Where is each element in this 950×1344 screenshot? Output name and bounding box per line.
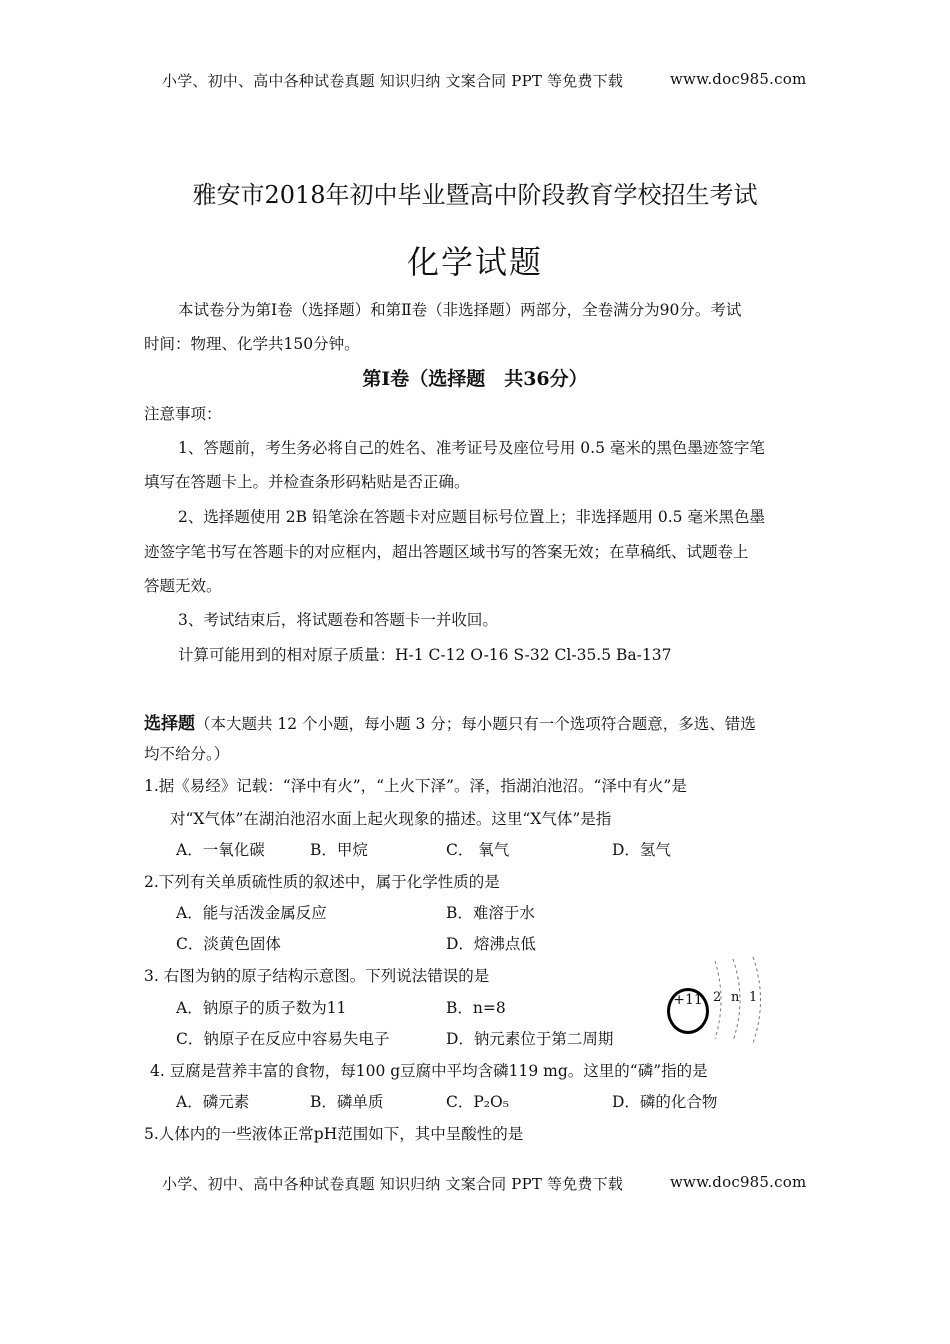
q2-option-d: D．熔沸点低 bbox=[446, 935, 536, 953]
choice-section-label: 选择题 bbox=[144, 714, 195, 734]
shell-1-electrons: 2 bbox=[713, 990, 722, 1005]
q4-stem: 4. 豆腐是营养丰富的食物，每100 g豆腐中平均含磷119 mg。这里的“磷”指的是 bbox=[150, 1062, 708, 1080]
intro-line-2: 时间：物理、化学共150分钟。 bbox=[144, 335, 360, 353]
q3-option-d: D．钠元素位于第二周期 bbox=[446, 1030, 614, 1048]
exam-subtitle: 化学试题 bbox=[406, 243, 543, 281]
q2-option-c: C．淡黄色固体 bbox=[176, 935, 281, 953]
page-header-text: 小学、初中、高中各种试卷真题 知识归纳 文案合同 PPT 等免费下载 bbox=[162, 72, 624, 90]
note-2-line-1: 2、选择题使用 2B 铅笔涂在答题卡对应题目标号位置上；非选择题用 0.5 毫米黑色墨 bbox=[178, 508, 765, 526]
q1-option-b: B．甲烷 bbox=[310, 841, 368, 859]
q5-stem: 5.人体内的一些液体正常pH范围如下，其中呈酸性的是 bbox=[144, 1125, 524, 1143]
section-1-heading: 第Ⅰ卷（选择题 共36分） bbox=[362, 368, 588, 390]
atom-nucleus-charge: +11 bbox=[673, 992, 703, 1008]
notes-heading: 注意事项： bbox=[144, 405, 222, 423]
note-3: 3、考试结束后，将试题卷和答题卡一并收回。 bbox=[178, 611, 498, 629]
choice-section-intro bbox=[144, 709, 756, 734]
q4-option-d: D．磷的化合物 bbox=[612, 1093, 718, 1111]
exam-title: 雅安市2018年初中毕业暨高中阶段教育学校招生考试 bbox=[192, 181, 758, 209]
page-footer-text: 小学、初中、高中各种试卷真题 知识归纳 文案合同 PPT 等免费下载 bbox=[162, 1175, 624, 1193]
q1-option-a: A．一氧化碳 bbox=[176, 841, 265, 859]
q1-stem-line-1: 1.据《易经》记载：“泽中有火”，“上火下泽”。泽，指湖泊池沼。“泽中有火”是 bbox=[144, 777, 687, 795]
note-2-line-3: 答题无效。 bbox=[144, 577, 222, 595]
q4-option-b: B．磷单质 bbox=[310, 1093, 384, 1111]
shell-3-electrons: 1 bbox=[749, 990, 758, 1005]
q2-option-b: B．难溶于水 bbox=[446, 904, 535, 922]
q1-option-c: C． 氧气 bbox=[446, 841, 510, 859]
q1-option-d: D．氢气 bbox=[612, 841, 671, 859]
atomic-masses: 计算可能用到的相对原子质量：H-1 C-12 O-16 S-32 Cl-35.5 Ba-137 bbox=[178, 646, 672, 664]
q3-option-b: B．n=8 bbox=[446, 999, 506, 1017]
q2-stem: 2.下列有关单质硫性质的叙述中，属于化学性质的是 bbox=[144, 873, 500, 891]
q3-option-c: C．钠原子在反应中容易失电子 bbox=[176, 1030, 390, 1048]
q4-option-c: C．P₂O₅ bbox=[446, 1093, 509, 1111]
note-2-line-2: 迹签字笔书写在答题卡的对应框内，超出答题区域书写的答案无效；在草稿纸、试题卷上 bbox=[144, 543, 749, 561]
note-1-line-2: 填写在答题卡上。并检查条形码粘贴是否正确。 bbox=[144, 473, 470, 491]
q1-stem-line-2: 对“X气体”在湖泊池沼水面上起火现象的描述。这里“X气体”是指 bbox=[170, 810, 612, 828]
shell-2-electrons: n bbox=[731, 990, 740, 1005]
q4-option-a: A．磷元素 bbox=[176, 1093, 250, 1111]
page-header-site: www.doc985.com bbox=[670, 70, 807, 88]
q3-option-a: A．钠原子的质子数为11 bbox=[176, 999, 347, 1017]
choice-section-desc-2: 均不给分。） bbox=[144, 745, 230, 763]
q2-option-a: A．能与活泼金属反应 bbox=[176, 904, 327, 922]
choice-section-desc: （本大题共 12 个小题，每小题 3 分；每小题只有一个选项符合题意，多选、错选 bbox=[195, 715, 756, 733]
q3-stem: 3. 右图为钠的原子结构示意图。下列说法错误的是 bbox=[144, 967, 490, 985]
page-footer-site: www.doc985.com bbox=[670, 1173, 807, 1191]
note-1-line-1: 1、答题前，考生务必将自己的姓名、准考证号及座位号用 0.5 毫米的黑色墨迹签字笔 bbox=[178, 439, 765, 457]
intro-line-1: 本试卷分为第Ⅰ卷（选择题）和第Ⅱ卷（非选择题）两部分，全卷满分为90分。考试 bbox=[178, 301, 742, 319]
